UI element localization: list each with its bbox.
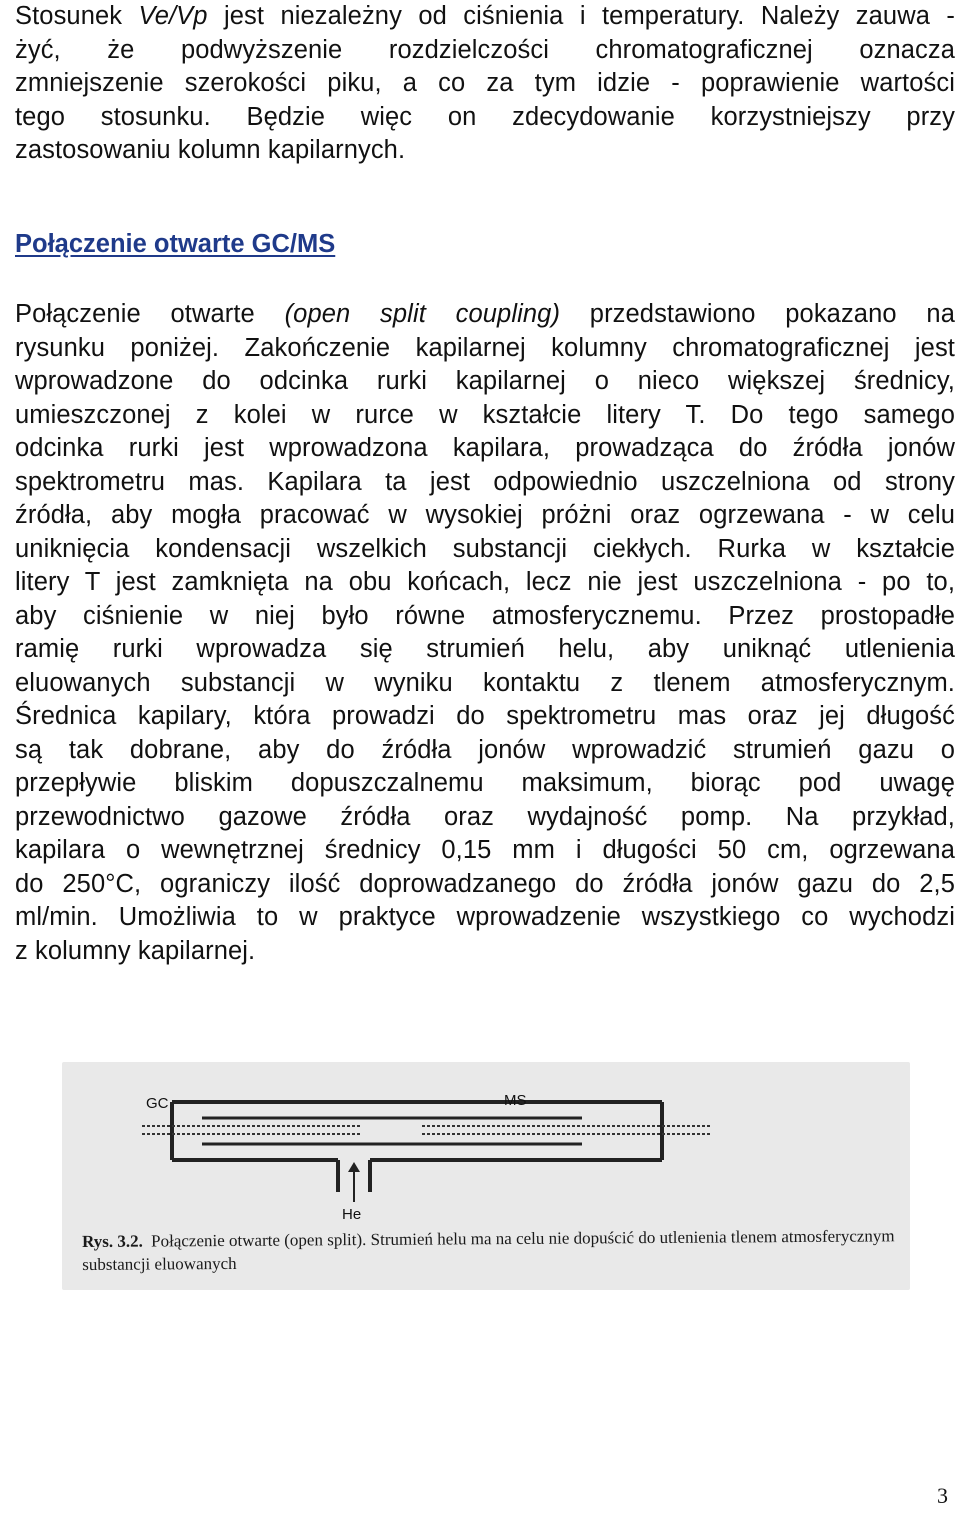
he-label: He <box>342 1206 362 1223</box>
intro-line: zastosowaniu kolumn kapilarnych. <box>15 136 406 164</box>
main-line: uniknięcia kondensacji wszelkich substancji ciekłych. Rurka w kształcie <box>15 534 955 563</box>
main-line: eluowanych substancji w wyniku kontaktu z tlenem atmosferycznym. <box>15 668 955 697</box>
open-split-italic: (open split coupling) <box>284 300 561 328</box>
intro-line: żyć, że podwyższenie rozdzielczości chromatograficznej oznacza <box>15 35 955 64</box>
ms-label: MS <box>504 1092 527 1109</box>
main-line: przewodnictwo gazowe źródła oraz wydajność pomp. Na przykład, <box>15 802 955 831</box>
main-line: wprowadzone do odcinka rurki kapilarnej o nieco większej średnicy, <box>15 367 955 395</box>
main-line-0 <box>15 298 955 332</box>
main-line: umieszczonej z kolei w rurce w kształcie litery T. Do tego samego <box>15 400 955 429</box>
main-line: do 250°C, ograniczy ilość doprowadzanego do źródła jonów gazu do 2,5 <box>15 869 955 898</box>
main-line: litery T jest zamknięta na obu końcach, lecz nie jest uszczelniona - po to, <box>15 568 955 596</box>
main-line-part: przedstawiono pokazano na <box>560 300 955 328</box>
intro-line: zmniejszenie szerokości piku, a co za tym idzie - poprawienie wartości <box>15 69 955 97</box>
intro-ratio-italic: Ve/Vp <box>138 2 208 30</box>
main-line: ramię rurki wprowadza się strumień helu, aby uniknąć utlenienia <box>15 635 955 663</box>
main-paragraph <box>15 298 955 968</box>
main-line: z kolumny kapilarnej. <box>15 936 256 965</box>
intro-line-part: Stosunek <box>15 2 139 30</box>
intro-line-part: jest niezależny od ciśnienia i temperatury. Należy zauwa - <box>207 2 955 30</box>
main-line: ml/min. Umożliwia to w praktyce wprowadzenie wszystkiego co wychodzi <box>15 903 955 931</box>
main-line: Średnica kapilary, która prowadzi do spektrometru mas oraz jej długość <box>15 702 955 730</box>
main-line-part: Połączenie otwarte <box>15 300 285 328</box>
main-line: aby ciśnienie w niej było równe atmosferycznemu. Przez prostopadłe <box>15 601 955 630</box>
caption-text: Połączenie otwarte (open split). Strumień helu ma na celu nie dopuścić do utlenienia tlenem atmosferycznym substancji eluowanych <box>82 1226 895 1274</box>
intro-line <box>15 0 955 34</box>
gc-label: GC <box>146 1095 169 1112</box>
he-arrow-head <box>348 1162 360 1172</box>
main-line: rysunku poniżej. Zakończenie kapilarnej kolumny chromatograficznej jest <box>15 333 955 362</box>
main-line: spektrometru mas. Kapilara ta jest odpowiednio uszczelniona od strony <box>15 467 955 496</box>
figure-caption <box>82 1224 902 1276</box>
main-line: odcinka rurki jest wprowadzona kapilara, prowadząca do źródła jonów <box>15 434 955 462</box>
open-split-figure <box>62 1062 910 1290</box>
main-line: przepływie bliskim dopuszczalnemu maksimum, biorąc pod uwagę <box>15 769 955 797</box>
main-line: źródła, aby mogła pracować w wysokiej próżni oraz ogrzewana - w celu <box>15 501 955 529</box>
caption-label: Rys. 3.2. <box>82 1231 143 1251</box>
main-line: kapilara o wewnętrznej średnicy 0,15 mm i długości 50 cm, ogrzewana <box>15 836 955 864</box>
intro-line: tego stosunku. Będzie więc on zdecydowanie korzystniejszy przy <box>15 102 955 131</box>
main-line: są tak dobrane, aby do źródła jonów wprowadzić strumień gazu o <box>15 735 955 764</box>
page-number: 3 <box>937 1483 948 1508</box>
intro-paragraph <box>15 0 955 168</box>
section-heading: Połączenie otwarte GC/MS <box>15 230 336 258</box>
